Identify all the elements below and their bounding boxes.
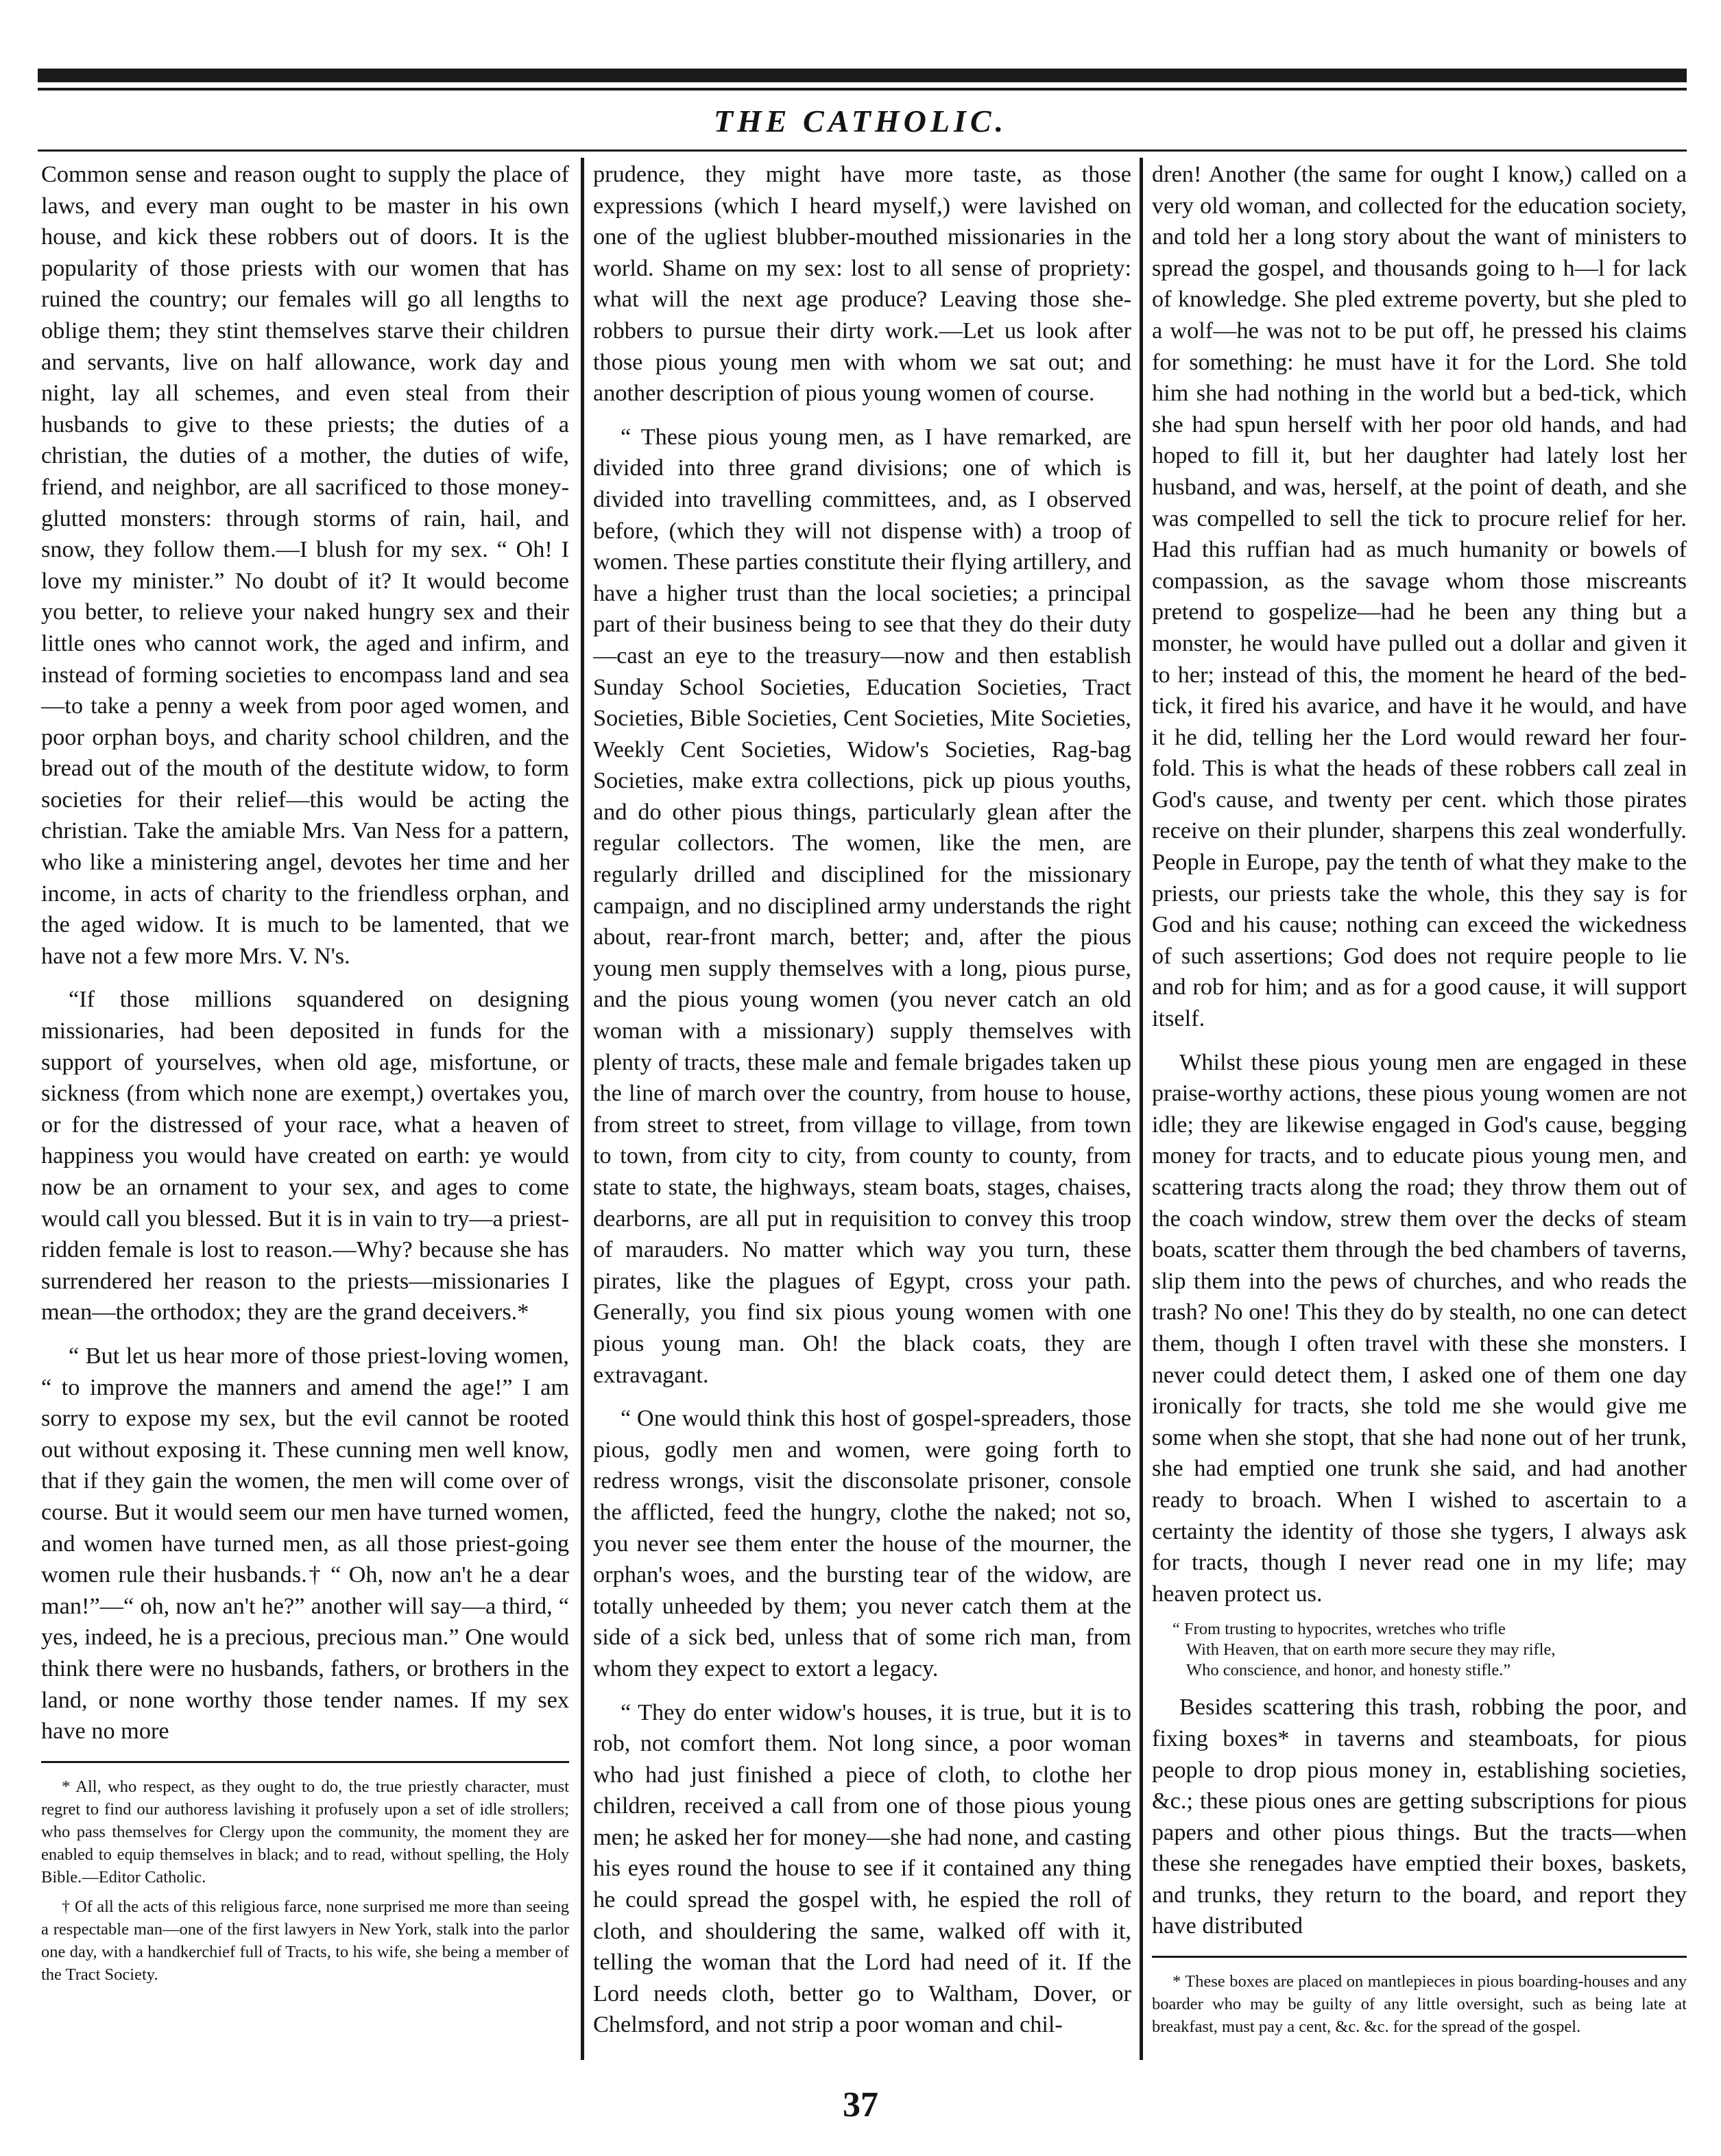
column-divider xyxy=(1140,158,1143,2060)
verse-quotation xyxy=(1172,1619,1687,1681)
paragraph: “If those millions squandered on designing missionaries, had been deposited in funds for the support of yourselves, when old age, misfortune, or sickness (from which none are exempt,) overtakes you, or for the distressed of your race, what a heaven of happiness you would have created on earth: ye would now be an ornament to your sex, and ages to come would call you blessed. But it is in vain to try—a priest-ridden female is lost to reason.—Why? because she has surrendered her reason to the priests—missionaries I mean—the orthodox; they are the grand deceivers.* xyxy=(41,986,569,1326)
masthead-rule-thin xyxy=(38,88,1687,91)
masthead-rule-top xyxy=(38,69,1687,82)
footnote-rule xyxy=(1152,1956,1687,1958)
paragraph: Whilst these pious young men are engaged in these praise-worthy actions, these pious young women are not idle; they are likewise engaged in God's cause, begging money for tracts, and to educate pious young men, and scattering tracts along the road; they throw them out of the coach window, strew them over the decks of steam boats, scatter them through the bed chambers of taverns, slip them into the pews of churches, and who reads the trash? No one! This they do by stealth, no one can detect them, though I often travel with these she monsters. I never could detect them, I asked one of them one day ironically for tracts, she told me she would give me some when she stopt, that she had none out of her trunk, she had emptied one trunk she said, and had another ready to broach. When I wished to ascertain to a certainty the identity of those she tygers, I always ask for tracts, though I never read one in my life; may heaven protect us. xyxy=(1152,1049,1687,1607)
footnote: † Of all the acts of this religious farce, none surprised me more than seeing a respectable man—one of the first lawyers in New York, stalk into the parlor one day, with a handkerchief full of Tracts, to his wife, she being a member of the Tract Society. xyxy=(41,1897,569,1984)
paragraph: “ But let us hear more of those priest-loving women, “ to improve the manners and amend the age!” I am sorry to expose my sex, but the evil cannot be rooted out without exposing it. These cunning men well know, that if they gain the women, the men will come over of course. But it would seem our men have turned women, and women have turned men, as all those priest-going women rule their husbands.† “ Oh, now an't he a dear man!”—“ oh, now an't he?” another will say—a third, “ yes, indeed, he is a precious, precious man.” One would think there were no husbands, fathers, or brothers in the land, or none worthy those tender names. If my sex have no more xyxy=(41,1342,569,1745)
paragraph: “ They do enter widow's houses, it is true, but it is to rob, not comfort them. Not long since, a poor woman who had just finished a piece of cloth, to clothe her children, received a call from one of those pious young men; he asked her for money—she had none, and casting his eyes round the house to see if it contained any thing he could spread the gospel with, he espied the roll of cloth, and shouldering the same, walked off with it, telling the woman that the Lord had need of it. If the Lord needs cloth, better go to Waltham, Dover, or Chelmsford, and not strip a poor woman and chil- xyxy=(593,1699,1131,2038)
footnote-rule xyxy=(41,1761,569,1763)
masthead-rule-bottom xyxy=(38,149,1687,152)
column-3 xyxy=(1152,159,1687,2057)
column-2 xyxy=(593,159,1131,2057)
page-number: 37 xyxy=(843,2085,878,2124)
masthead-title: THE CATHOLIC. xyxy=(713,104,1008,139)
paragraph: Besides scattering this trash, robbing the poor, and fixing boxes* in taverns and steamboats, for pious people to drop pious money in, establishing societies, &c.; these pious ones are getting subscriptions for pious papers and other pious things. But the tracts—when these she renegades have emptied their boxes, baskets, and trunks, they return to the board, and report they have distributed xyxy=(1152,1694,1687,1939)
verse-line: With Heaven, that on earth more secure they may rifle, xyxy=(1186,1640,1556,1660)
column-1 xyxy=(41,159,569,2057)
footnote: * These boxes are placed on mantlepieces in pious boarding-houses and any boarder who may be guilty of any little oversight, such as being late at breakfast, must pay a cent, &c. &c. for the spread of the gospel. xyxy=(1152,1972,1687,2037)
paragraph: “ One would think this host of gospel-spreaders, those pious, godly men and women, were going forth to redress wrongs, visit the disconsolate prisoner, console the afflicted, feed the hungry, clothe the naked; not so, you never see them enter the house of the mourner, the orphan's woes, and the bursting tear of the widow, are totally unheeded by them; you never catch them at the side of a sick bed, unless that of some rich man, from whom they expect to extort a legacy. xyxy=(593,1405,1131,1681)
footnote: * All, who respect, as they ought to do, the true priestly character, must regret to find our authoress lavishing it profusely upon a set of idle strollers; who pass themselves for Clergy upon the community, the moment they are enabled to equip themselves in black; and to read, without spelling, the Holy Bible.—Editor Catholic. xyxy=(41,1777,569,1887)
paragraph: dren! Another (the same for ought I know,) called on a very old woman, and collected for the education society, and told her a long story about the want of ministers to spread the gospel, and thousands going to h—l for lack of knowledge. She pled extreme poverty, but she pled to a wolf—he was not to be put off, he pressed his claims for something: he must have it for the Lord. She told him she had nothing in the world but a bed-tick, which she had spun herself with her poor old hands, and had hoped to fill it, but her daughter had lately lost her husband, and was, herself, at the point of death, and she was compelled to sell the tick to procure relief for her. Had this ruffian had as much humanity or bowels of compassion, as the savage whom those miscreants pretend to gospelize—had he been any thing but a monster, he would have pulled out a dollar and given it to her; instead of this, the moment he heard of the bed-tick, it fired his avarice, and have it he would, and have it he did, telling her the Lord would reward her four-fold. This is what the heads of these robbers call zeal in God's cause, and twenty per cent. which those pirates receive on their plunder, sharpens this zeal wonderfully. People in Europe, pay the tenth of what they make to the priests, our priests take the whole, this they say is for God and his cause; nothing can exceed the wickedness of such assertions; God does not require people to lie and rob for him; and as for a good cause, it will support itself. xyxy=(1152,161,1687,1032)
verse-line: Who conscience, and honor, and honesty stifle.” xyxy=(1186,1661,1511,1680)
paragraph: “ These pious young men, as I have remarked, are divided into three grand divisions; one of which is divided into travelling committees, and, as I observed before, (which they will not dispense with) a troop of women. These parties constitute their flying artillery, and have a higher trust than the local societies; a principal part of their business being to see that they do their duty—cast an eye to the treasury—now and then establish Sunday School Societies, Education Societies, Tract Societies, Bible Societies, Cent Societies, Mite Societies, Weekly Cent Societies, Widow's Societies, Rag-bag Societies, make extra collections, pick up pious youths, and do other pious things, particularly glean after the regular collectors. The women, like the men, are regularly drilled and disciplined for the missionary campaign, and no disciplined army understands the right about, rear-front march, better; and, after the pious young men supply themselves with a long, pious purse, and the pious young women (you never catch an old woman with a missionary) supply themselves with plenty of tracts, these male and female brigades taken up the line of march over the country, from house to house, from street to street, from village to village, from town to town, from city to city, from county to county, from state to state, the highways, steam boats, stages, chaises, dearborns, are all put in requisition to convey this troop of marauders. No matter which way you turn, these pirates, like the plagues of Egypt, cross your path. Generally, you find six pious young women with one pious young man. Oh! the black coats, they are extravagant. xyxy=(593,423,1131,1388)
verse-line: “ From trusting to hypocrites, wretches who trifle xyxy=(1172,1620,1506,1639)
paragraph: prudence, they might have more taste, as those expressions (which I heard myself,) were lavished on one of the ugliest blubber-mouthed missionaries in the world. Shame on my sex: lost to all sense of propriety: what will the next age produce? Leaving those she-robbers to pursue their dirty work.—Let us look after those pious young men with whom we sat out; and another description of pious young women of course. xyxy=(593,161,1131,407)
column-divider xyxy=(581,158,584,2060)
paragraph: Common sense and reason ought to supply the place of laws, and every man ought to be master in his own house, and kick these robbers out of doors. It is the popularity of those priests with our women that has ruined the country; our females will go all lengths to oblige them; they stint themselves starve their children and servants, live on half allowance, work day and night, lay all schemes, and even steal from their husbands to give to these priests; the duties of a christian, the duties of a mother, the duties of wife, friend, and neighbor, are all sacrificed to those money-glutted monsters: through storms of rain, hail, and snow, they follow them.—I blush for my sex. “ Oh! I love my minister.” No doubt of it? It would become you better, to relieve your naked hungry sex and their little ones who cannot work, the aged and infirm, and instead of forming societies to encompass land and sea—to take a penny a week from poor aged women, and poor orphan boys, and charity school children, and the bread out of the mouth of the destitute widow, to form societies for their relief—this would be acting the christian. Take the amiable Mrs. Van Ness for a pattern, who like a ministering angel, devotes her time and her income, in acts of charity to the friendless orphan, and the aged widow. It is much to be lamented, that we have not a few more Mrs. V. N's. xyxy=(41,161,569,969)
